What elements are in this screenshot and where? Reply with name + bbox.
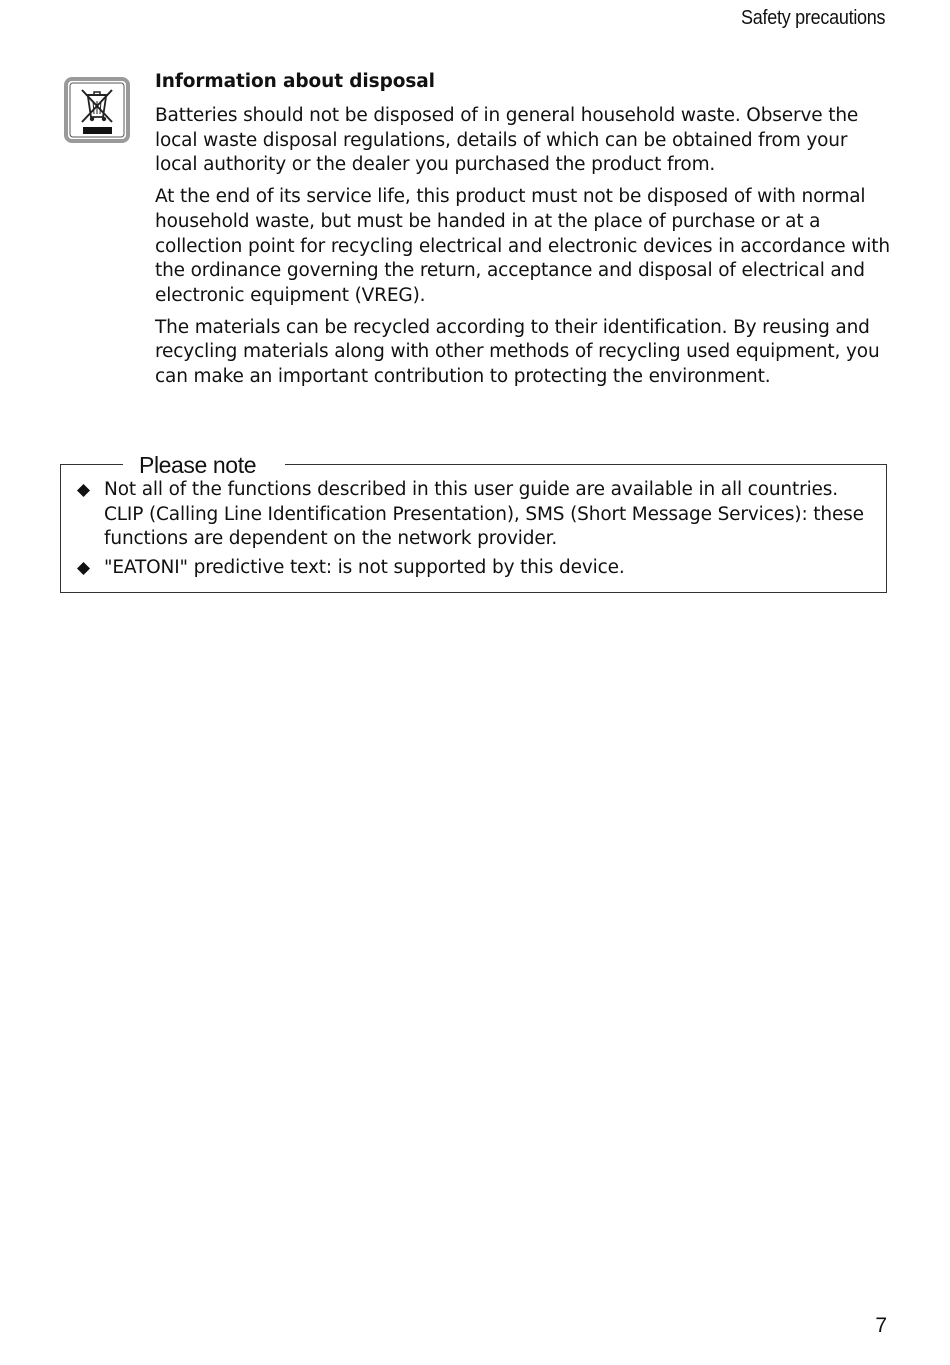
crossed-out-wheelie-bin-icon [64,77,130,143]
paragraph-end-of-life: At the end of its service life, this product must not be disposed of with normal household waste, but must be handed in at the place of purchase or at a collection point for recycling electrical and electronic devices in accordance with the ordinance governing the return, acceptance and disposal of electrical and electronic equipment (VREG). [155,186,890,306]
note-list [77,478,877,585]
diamond-bullet-icon [77,562,90,575]
paragraph-recycling: The materials can be recycled according to their identification. By reusing and recycling materials along with other methods of recycling used equipment, you can make an important contribution to protecting the environment. [155,316,880,388]
note-item-text: "EATONI" predictive text: is not supported by this device. [104,557,625,579]
running-header: Safety precautions [740,7,885,29]
note-title: Please note [123,451,285,479]
note-box [60,452,887,593]
page-number: 7 [875,1314,887,1337]
note-item-text: Not all of the functions described in this user guide are available in all countries. CLIP (Calling Line Identification Presentation), SMS (Short Message Services): these functions are dependent on the network provider. [104,479,864,550]
list-item [77,478,877,552]
diamond-bullet-icon [77,484,90,497]
section-heading: Information about disposal [155,71,435,92]
disposal-section [155,68,895,397]
list-item [77,556,877,581]
paragraph-batteries: Batteries should not be disposed of in general household waste. Observe the local waste disposal regulations, details of which can be obtained from your local authority or the dealer you purchased the product from. [155,105,859,176]
